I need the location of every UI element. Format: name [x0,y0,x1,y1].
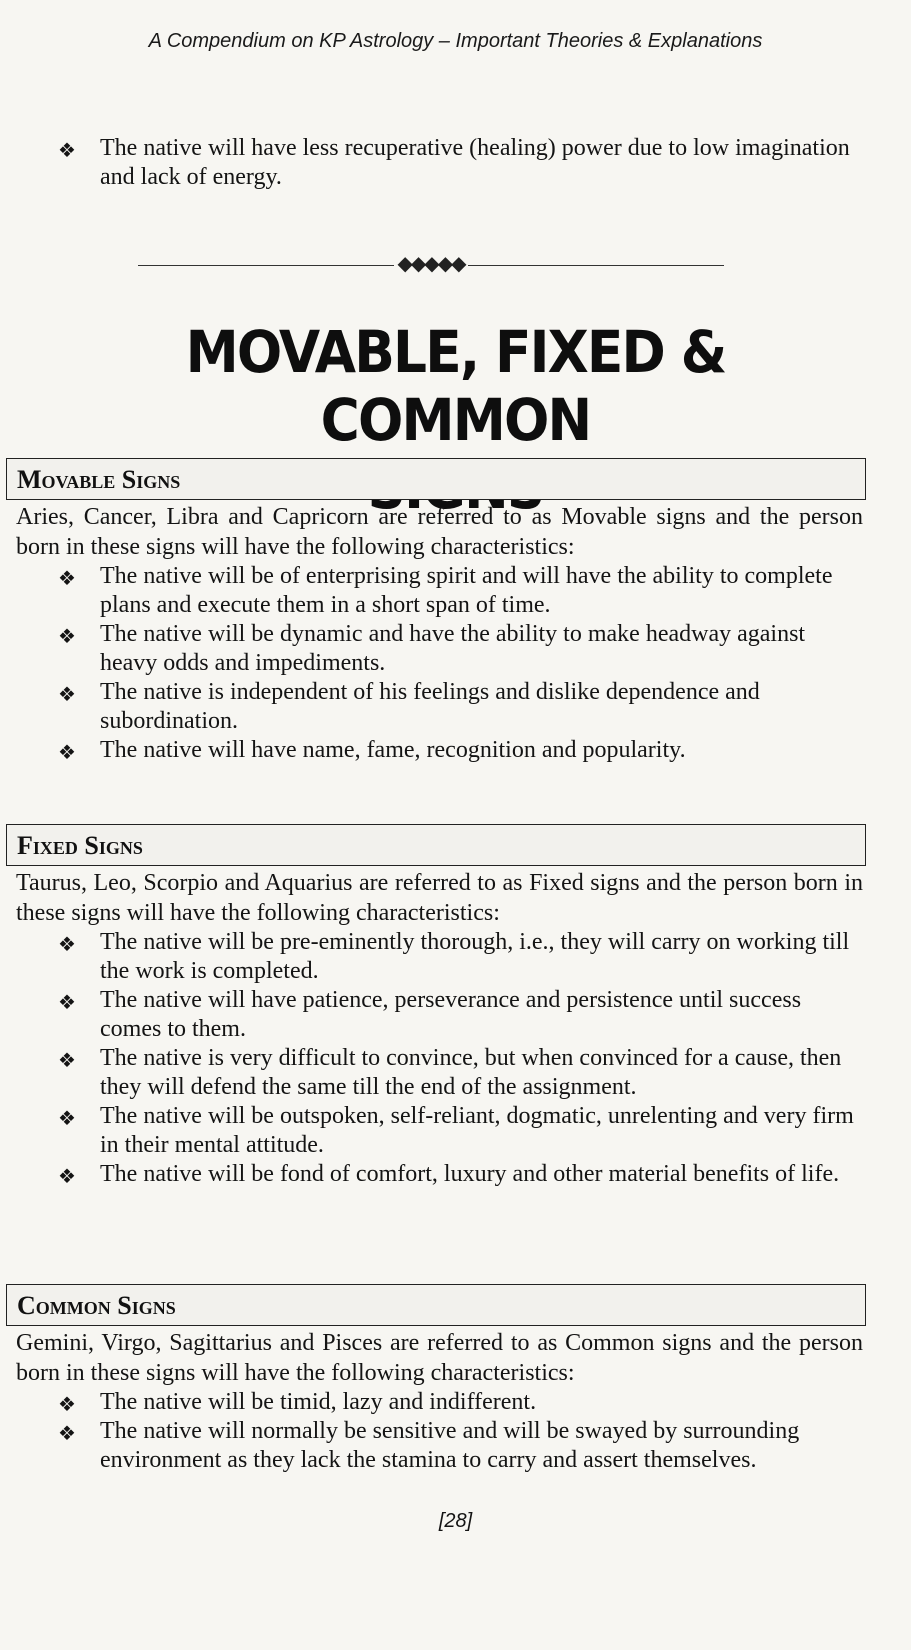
section-divider-ornament [138,251,724,275]
list-item-text: The native is independent of his feelings and dislike dependence and subordination. [100,679,760,734]
list-item [0,678,911,736]
diamond-bullet-icon: ❖ [58,740,76,764]
list-item-text: The native will be dynamic and have the ability to make headway against heavy odds and impediments. [100,621,806,676]
list-item [0,562,911,620]
diamond-bullet-icon: ❖ [58,1421,76,1445]
divider-line-right [468,265,724,266]
section-heading-label: Movable Signs [17,465,181,494]
list-item [0,986,911,1044]
diamond-bullet-icon: ❖ [58,624,76,648]
diamond-bullet-icon: ❖ [58,990,76,1014]
list-item [0,1160,911,1189]
list-item [0,928,911,986]
list-item [0,736,911,765]
list-item-text: The native will have less recuperative (healing) power due to low imagination and lack of energy. [100,135,850,190]
list-item [0,134,911,192]
list-item [0,1388,911,1417]
diamond-bullet-icon: ❖ [58,138,76,162]
section-heading-movable [6,458,866,500]
list-item-text: The native will be of enterprising spirit and will have the ability to complete plans and execute them in a short span of time. [100,563,833,618]
section-heading-fixed [6,824,866,866]
section-body-common [0,1328,911,1475]
section-intro: Gemini, Virgo, Sagittarius and Pisces are referred to as Common signs and the person born in these signs will have the following characteristics: [16,1330,863,1386]
list-item-text: The native will be fond of comfort, luxury and other material benefits of life. [100,1161,840,1187]
list-item [0,1044,911,1102]
list-item-text: The native will normally be sensitive and will be swayed by surrounding environment as they lack the stamina to carry and assert themselves. [100,1418,800,1473]
chapter-title-line-1: MOVABLE, FIXED & COMMON [185,318,726,454]
section-heading-label: Fixed Signs [17,831,143,860]
diamond-bullet-icon: ❖ [58,1048,76,1072]
section-body-movable [0,502,911,765]
divider-line-left [138,265,394,266]
intro-bullet [0,134,911,192]
page-number: [28] [438,1510,473,1532]
list-item-text: The native will have name, fame, recognition and popularity. [100,737,686,763]
section-intro: Taurus, Leo, Scorpio and Aquarius are referred to as Fixed signs and the person born in these signs will have the following characteristics: [16,870,863,926]
list-item [0,620,911,678]
section-intro: Aries, Cancer, Libra and Capricorn are referred to as Movable signs and the person born in these signs will have the following characteristics: [16,504,863,560]
list-item-text: The native will be timid, lazy and indifferent. [100,1389,537,1415]
bullet-list [0,1388,911,1475]
diamond-bullet-icon: ❖ [58,1392,76,1416]
diamond-bullet-icon: ❖ [58,682,76,706]
running-header: A Compendium on KP Astrology – Important Theories & Explanations [148,30,763,52]
bullet-list [0,562,911,765]
list-item-text: The native is very difficult to convince, but when convinced for a cause, then they will defend the same till the end of the assignment. [100,1045,842,1100]
diamond-bullet-icon: ❖ [58,932,76,956]
diamond-bullet-icon: ❖ [58,1106,76,1130]
section-body-fixed [0,868,911,1189]
list-item-text: The native will have patience, perseverance and persistence until success comes to them. [100,987,802,1042]
list-item-text: The native will be pre-eminently thorough, i.e., they will carry on working till the work is completed. [100,929,850,984]
list-item-text: The native will be outspoken, self-reliant, dogmatic, unrelenting and very firm in their mental attitude. [100,1103,854,1158]
bullet-list [0,928,911,1189]
diamond-ornament-icon: ◆◆◆◆◆ [397,251,465,275]
list-item [0,1417,911,1475]
diamond-bullet-icon: ❖ [58,566,76,590]
diamond-bullet-icon: ❖ [58,1164,76,1188]
section-heading-label: Common Signs [17,1291,176,1320]
list-item [0,1102,911,1160]
section-heading-common [6,1284,866,1326]
